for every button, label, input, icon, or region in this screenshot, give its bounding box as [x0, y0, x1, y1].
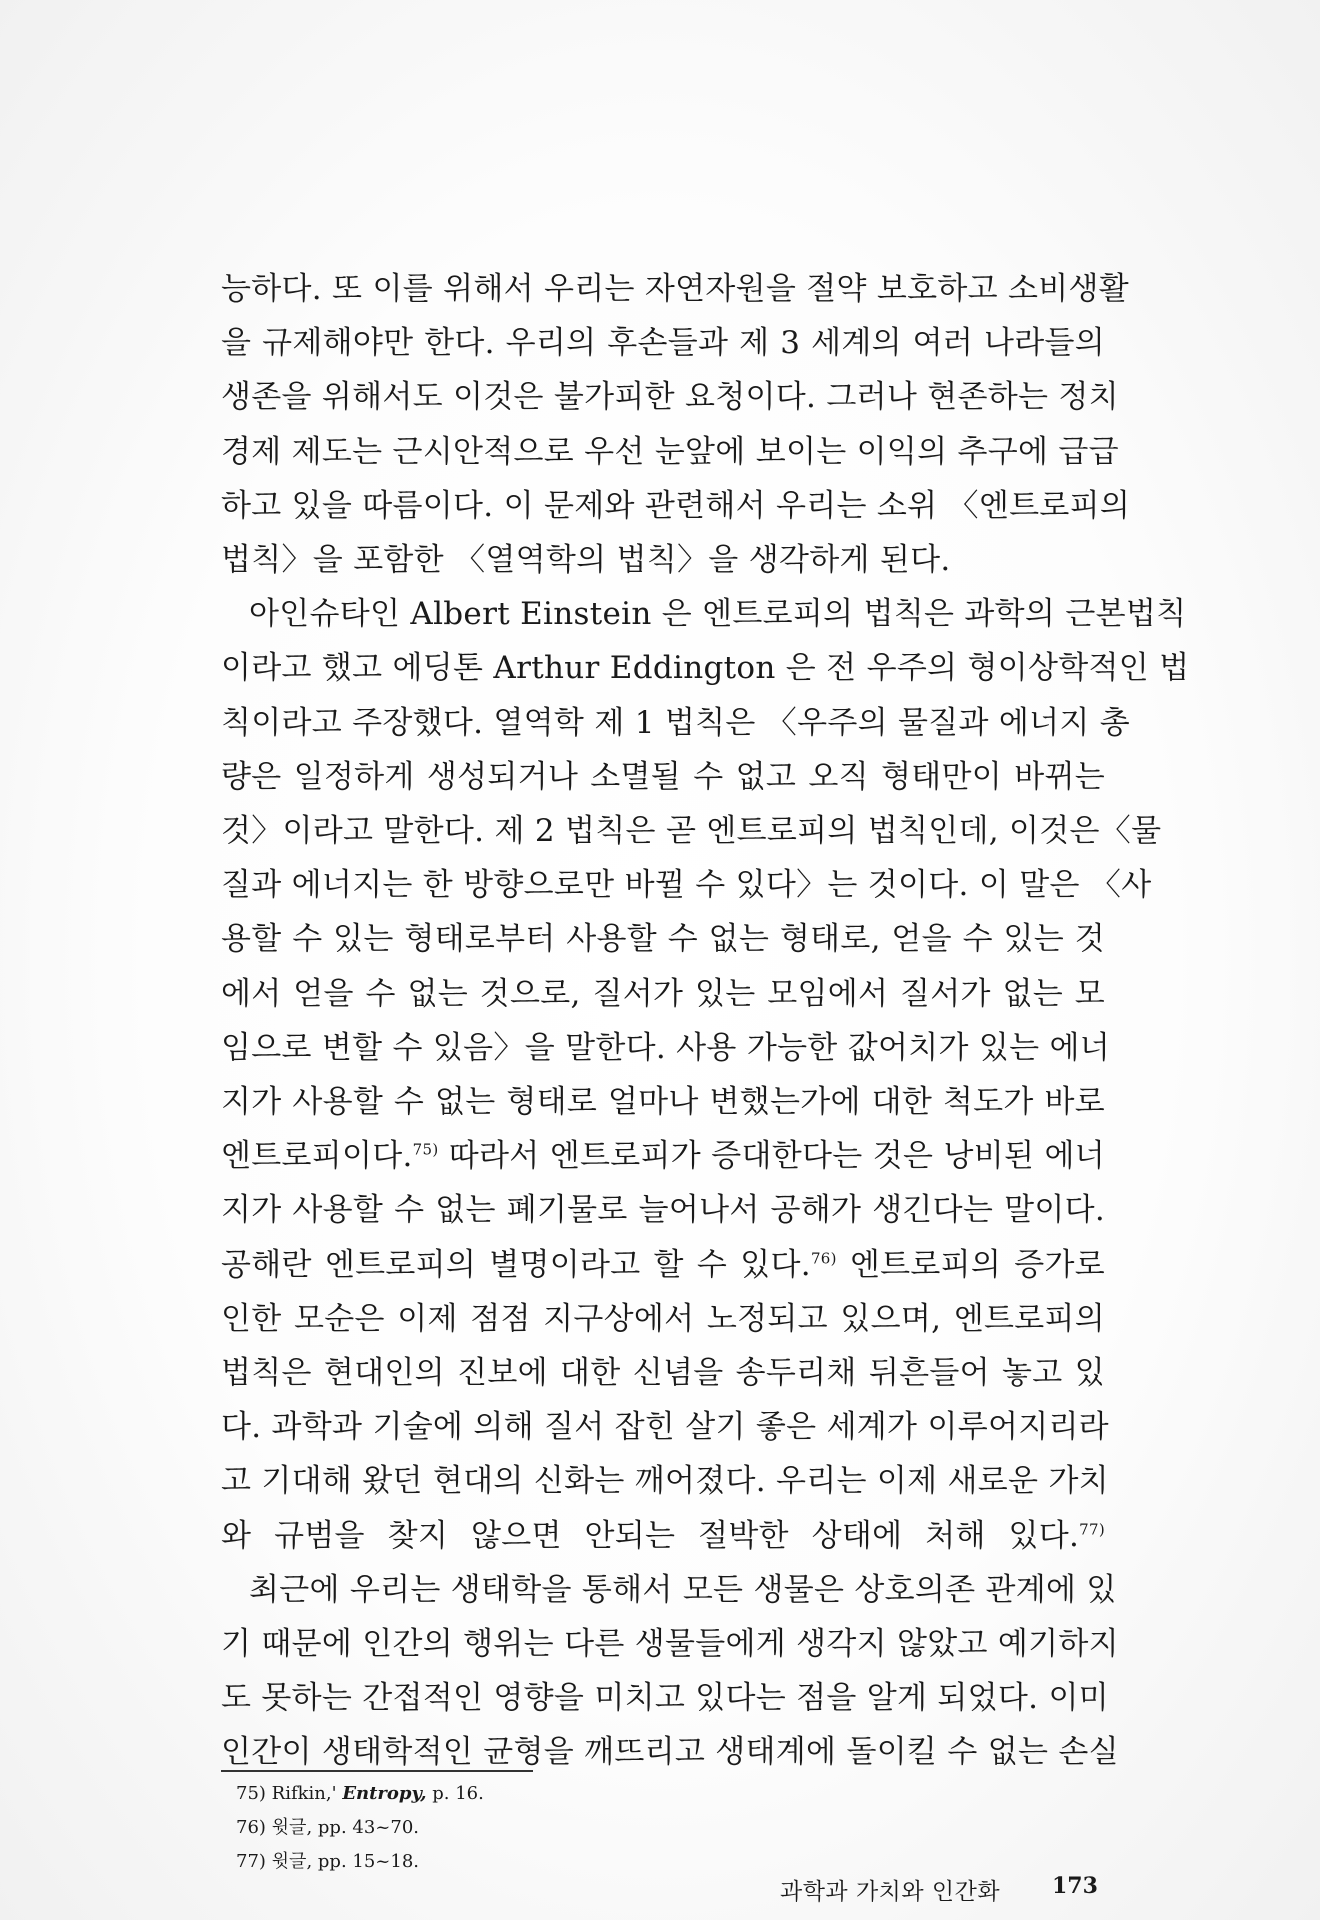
text-line: 임으로 변할 수 있음〉을 말한다. 사용 가능한 값어치가 있는 에너 — [221, 1029, 1110, 1066]
footnote-source: 윗글, — [271, 1851, 313, 1872]
text-line: 다. 과학과 기술에 의해 질서 잡힌 살기 좋은 세계가 이루어지리라 — [221, 1409, 1109, 1446]
running-head: 과학과 가치와 인간화 — [780, 1879, 1001, 1905]
text-line: 최근에 우리는 생태학을 통해서 모든 생물은 상호의존 관계에 있 — [249, 1571, 1117, 1608]
footnote-number: 77) — [236, 1851, 266, 1872]
footnotes — [236, 1777, 836, 1879]
text-line: 량은 일정하게 생성되거나 소멸될 수 없고 오직 형태만이 바뀌는 — [221, 758, 1105, 795]
text-line: 것〉이라고 말한다. 제 2 법칙은 곧 엔트로피의 법칙인데, 이것은〈물 — [221, 813, 1162, 850]
footnote-pages: p. 16. — [432, 1783, 484, 1804]
text-line: 을 규제해야만 한다. 우리의 후손들과 제 3 세계의 여러 나라들의 — [221, 325, 1105, 362]
text-line: 하고 있을 따름이다. 이 문제와 관련해서 우리는 소위 〈엔트로피의 — [221, 487, 1131, 524]
text-line: 이라고 했고 에딩톤 Arthur Eddington 은 전 우주의 형이상학적인 법 — [221, 650, 1190, 687]
text-line: 법칙〉을 포함한 〈열역학의 법칙〉을 생각하게 된다. — [221, 542, 951, 579]
footnote-item — [236, 1811, 836, 1845]
text-segment: 따라서 엔트로피가 증대한다는 것은 낭비된 에너 — [438, 1138, 1105, 1175]
text-line: 법칙은 현대인의 진보에 대한 신념을 송두리채 뒤흔들어 놓고 있 — [221, 1355, 1105, 1392]
text-line: 지가 사용할 수 없는 형태로 얼마나 변했는가에 대한 척도가 바로 — [221, 1084, 1105, 1121]
footnote-number: 76) — [236, 1817, 266, 1838]
text-line: 질과 에너지는 한 방향으로만 바뀔 수 있다〉는 것이다. 이 말은 〈사 — [221, 867, 1152, 904]
text-line: 인한 모순은 이제 점점 지구상에서 노정되고 있으며, 엔트로피의 — [221, 1300, 1105, 1337]
body-text — [221, 262, 1190, 1780]
text-line: 용할 수 있는 형태로부터 사용할 수 없는 형태로, 얻을 수 있는 것 — [221, 921, 1105, 958]
text-line: 경제 제도는 근시안적으로 우선 눈앞에 보이는 이익의 추구에 급급 — [221, 433, 1119, 470]
footnote-source: 윗글, — [271, 1817, 313, 1838]
footnote-number: 75) — [236, 1783, 266, 1804]
page-number: 173 — [1052, 1873, 1098, 1899]
text-line — [221, 1238, 1105, 1292]
text-line: 도 못하는 간접적인 영향을 미치고 있다는 점을 알게 되었다. 이미 — [221, 1680, 1109, 1717]
footnote-ref: 77) — [1079, 1520, 1105, 1539]
text-line: 생존을 위해서도 이것은 불가피한 요청이다. 그러나 현존하는 정치 — [221, 379, 1119, 416]
text-line: 아인슈타인 Albert Einstein 은 엔트로피의 법칙은 과학의 근본법칙 — [249, 596, 1187, 633]
footnote-title: Entropy, — [342, 1783, 427, 1804]
text-line: 고 기대해 왔던 현대의 신화는 깨어졌다. 우리는 이제 새로운 가치 — [221, 1463, 1109, 1500]
text-segment: 공해란 엔트로피의 별명이라고 할 수 있다. — [221, 1246, 811, 1283]
text-line: 능하다. 또 이를 위해서 우리는 자연자원을 절약 보호하고 소비생활 — [221, 271, 1130, 307]
text-segment: 엔트로피의 증가로 — [836, 1246, 1105, 1283]
text-segment: 엔트로피이다. — [221, 1138, 413, 1175]
footnote-item — [236, 1777, 836, 1811]
footnote-pages: pp. 15~18. — [317, 1851, 420, 1872]
footnote-pages: pp. 43~70. — [317, 1817, 420, 1838]
text-line: 칙이라고 주장했다. 열역학 제 1 법칙은 〈우주의 물질과 에너지 총 — [221, 704, 1131, 741]
text-line: 인간이 생태학적인 균형을 깨뜨리고 생태계에 돌이킬 수 없는 손실 — [221, 1734, 1119, 1771]
text-line: 에서 얻을 수 없는 것으로, 질서가 있는 모임에서 질서가 없는 모 — [221, 975, 1105, 1012]
text-segment: 와 규범을 찾지 않으면 안되는 절박한 상태에 처해 있다. — [221, 1517, 1080, 1554]
footnote-divider — [221, 1770, 533, 1772]
footnote-ref: 76) — [810, 1249, 837, 1268]
text-line — [221, 1509, 1105, 1563]
text-line: 지가 사용할 수 없는 폐기물로 늘어나서 공해가 생긴다는 말이다. — [221, 1192, 1105, 1229]
footnote-item — [236, 1845, 836, 1879]
text-line: 기 때문에 인간의 행위는 다른 생물들에게 생각지 않았고 예기하지 — [221, 1626, 1119, 1663]
footnote-source: Rifkin,' — [271, 1783, 337, 1804]
text-line — [221, 1129, 1105, 1183]
footnote-ref: 75) — [412, 1140, 439, 1159]
